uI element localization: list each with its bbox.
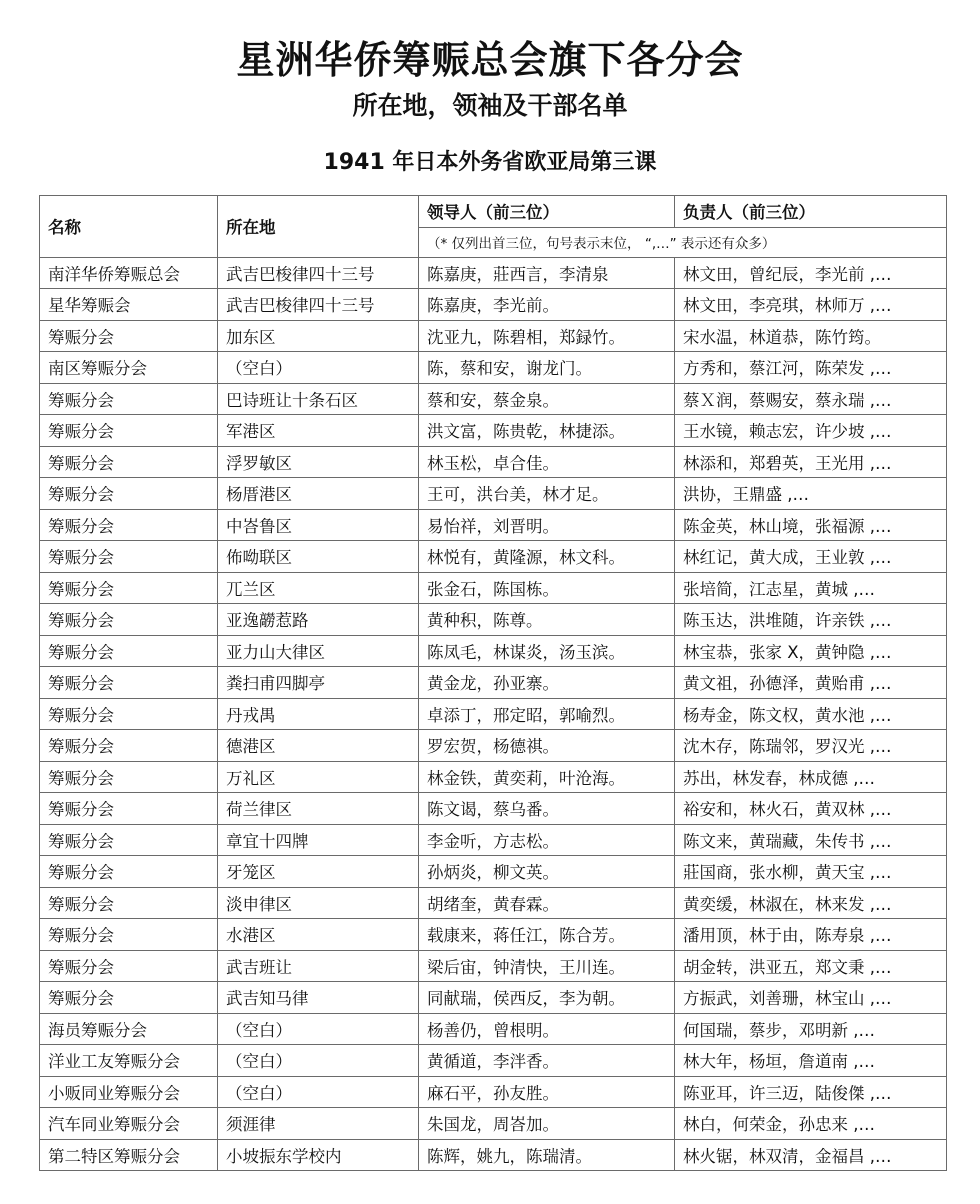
table-row	[40, 667, 947, 699]
cell-leaders: 陈凤毛，林谋炎，汤玉滨。	[419, 635, 675, 667]
table-row	[40, 887, 947, 919]
cell-officers: 陈玉达，洪堆随，许亲铁 ,…	[675, 604, 947, 636]
cell-location: 章宜十四牌	[218, 824, 419, 856]
cell-location: （空白）	[218, 352, 419, 384]
cell-location: （空白）	[218, 1076, 419, 1108]
cell-name: 筹赈分会	[40, 415, 218, 447]
cell-name: 筹赈分会	[40, 478, 218, 510]
cell-officers: 张培简，江志星，黄城 ,…	[675, 572, 947, 604]
cell-name: 筹赈分会	[40, 793, 218, 825]
cell-leaders: 李金听，方志松。	[419, 824, 675, 856]
cell-location: 佈呦联区	[218, 541, 419, 573]
table-row	[40, 320, 947, 352]
cell-officers: 胡金转，洪亚五，郑文秉 ,…	[675, 950, 947, 982]
cell-officers: 林文田，李亮琪，林师万 ,…	[675, 289, 947, 321]
table-body	[40, 257, 947, 1171]
cell-leaders: 林玉松，卓合佳。	[419, 446, 675, 478]
cell-location: 武吉知马律	[218, 982, 419, 1014]
table-row	[40, 919, 947, 951]
table-row	[40, 761, 947, 793]
cell-officers: 潘用顶，林于由，陈寿泉 ,…	[675, 919, 947, 951]
cell-leaders: 同献瑞，侯西反，李为朝。	[419, 982, 675, 1014]
cell-leaders: 黄循道，李泮香。	[419, 1045, 675, 1077]
cell-officers: 林大年，杨垣，詹道南 ,…	[675, 1045, 947, 1077]
cell-officers: 裕安和，林火石，黄双林 ,…	[675, 793, 947, 825]
cell-officers: 陈金英，林山境，张福源 ,…	[675, 509, 947, 541]
cell-name: 洋业工友筹赈分会	[40, 1045, 218, 1077]
cell-leaders: 蔡和安，蔡金泉。	[419, 383, 675, 415]
source-line: 1941 年日本外务省欧亚局第三课	[323, 150, 657, 175]
cell-officers: 林文田，曾纪辰，李光前 ,…	[675, 257, 947, 289]
cell-name: 筹赈分会	[40, 982, 218, 1014]
cell-leaders: 载康来，蒋任江，陈合芳。	[419, 919, 675, 951]
cell-leaders: 陈文谒，蔡乌番。	[419, 793, 675, 825]
branches-table	[39, 195, 947, 1171]
header-officers: 负责人（前三位）	[675, 196, 947, 228]
cell-location: 须涯律	[218, 1108, 419, 1140]
cell-leaders: 罗宏贺，杨德祺。	[419, 730, 675, 762]
cell-officers: 杨寿金，陈文权，黄水池 ,…	[675, 698, 947, 730]
cell-location: 巴诗班让十条石区	[218, 383, 419, 415]
cell-officers: 林白，何荣金，孙忠来 ,…	[675, 1108, 947, 1140]
cell-location: 浮罗敏区	[218, 446, 419, 478]
cell-leaders: 陈，蔡和安，谢龙门。	[419, 352, 675, 384]
cell-location: 加东区	[218, 320, 419, 352]
page-subtitle: 所在地，领袖及干部名单	[352, 91, 628, 120]
cell-leaders: 黄金龙，孙亚寨。	[419, 667, 675, 699]
cell-leaders: 梁后宙，钟清快，王川连。	[419, 950, 675, 982]
cell-leaders: 麻石平，孙友胜。	[419, 1076, 675, 1108]
cell-leaders: 孙炳炎，柳文英。	[419, 856, 675, 888]
cell-leaders: 王可，洪台美，林才足。	[419, 478, 675, 510]
header-name: 名称	[40, 196, 218, 258]
table-row	[40, 1045, 947, 1077]
cell-name: 筹赈分会	[40, 446, 218, 478]
cell-name: 筹赈分会	[40, 824, 218, 856]
table-row	[40, 982, 947, 1014]
cell-leaders: 黄种积，陈尊。	[419, 604, 675, 636]
table-row	[40, 541, 947, 573]
cell-location: 水港区	[218, 919, 419, 951]
cell-name: 筹赈分会	[40, 730, 218, 762]
table-row	[40, 478, 947, 510]
cell-leaders: 卓添丁，邢定昭，郭喻烈。	[419, 698, 675, 730]
cell-officers: 林火锯，林双清，金福昌 ,…	[675, 1139, 947, 1171]
cell-officers: 陈亚耳，许三迈，陆俊傑 ,…	[675, 1076, 947, 1108]
table-row	[40, 824, 947, 856]
cell-location: 小坡振东学校内	[218, 1139, 419, 1171]
cell-leaders: 陈嘉庚，莊西言，李清泉	[419, 257, 675, 289]
cell-name: 筹赈分会	[40, 635, 218, 667]
cell-location: 亚力山大律区	[218, 635, 419, 667]
cell-officers: 沈木存，陈瑞邻，罗汉光 ,…	[675, 730, 947, 762]
cell-location: 德港区	[218, 730, 419, 762]
cell-name: 筹赈分会	[40, 887, 218, 919]
header-leaders: 领导人（前三位）	[419, 196, 675, 228]
cell-leaders: 陈嘉庚，李光前。	[419, 289, 675, 321]
cell-leaders: 胡绪奎，黄春霖。	[419, 887, 675, 919]
cell-location: 杨厝港区	[218, 478, 419, 510]
cell-officers: 洪协，王鼎盛 ,…	[675, 478, 947, 510]
cell-name: 筹赈分会	[40, 698, 218, 730]
cell-officers: 宋水温，林道恭，陈竹筠。	[675, 320, 947, 352]
table-row	[40, 446, 947, 478]
cell-leaders: 洪文富，陈贵乾，林捷添。	[419, 415, 675, 447]
cell-location: 武吉巴梭律四十三号	[218, 257, 419, 289]
header-location: 所在地	[218, 196, 419, 258]
table-row	[40, 950, 947, 982]
cell-location: 军港区	[218, 415, 419, 447]
table-row	[40, 572, 947, 604]
cell-location: （空白）	[218, 1013, 419, 1045]
cell-officers: 林宝恭，张家 X，黄钟隐 ,…	[675, 635, 947, 667]
table-row	[40, 856, 947, 888]
cell-name: 第二特区筹赈分会	[40, 1139, 218, 1171]
cell-location: 兀兰区	[218, 572, 419, 604]
cell-leaders: 林悦有，黄隆源，林文科。	[419, 541, 675, 573]
table-row	[40, 698, 947, 730]
cell-officers: 林红记，黄大成，王业敦 ,…	[675, 541, 947, 573]
cell-name: 南洋华侨筹赈总会	[40, 257, 218, 289]
cell-officers: 方秀和，蔡江河，陈荣发 ,…	[675, 352, 947, 384]
cell-officers: 黄奕缓，林淑在，林来发 ,…	[675, 887, 947, 919]
cell-location: 荷兰律区	[218, 793, 419, 825]
cell-name: 筹赈分会	[40, 919, 218, 951]
cell-location: 武吉巴梭律四十三号	[218, 289, 419, 321]
table-row	[40, 604, 947, 636]
cell-name: 筹赈分会	[40, 604, 218, 636]
table-row	[40, 793, 947, 825]
cell-leaders: 杨善仍，曾根明。	[419, 1013, 675, 1045]
cell-name: 筹赈分会	[40, 667, 218, 699]
cell-officers: 蔡Ｘ润，蔡赐安，蔡永瑞 ,…	[675, 383, 947, 415]
cell-leaders: 沈亚九，陈碧相，郑録竹。	[419, 320, 675, 352]
cell-leaders: 朱国龙，周峇加。	[419, 1108, 675, 1140]
cell-name: 筹赈分会	[40, 320, 218, 352]
cell-location: 万礼区	[218, 761, 419, 793]
table-row	[40, 289, 947, 321]
cell-name: 小贩同业筹赈分会	[40, 1076, 218, 1108]
cell-officers: 莊国商，张水柳，黄天宝 ,…	[675, 856, 947, 888]
table-row	[40, 1108, 947, 1140]
cell-name: 筹赈分会	[40, 572, 218, 604]
cell-name: 筹赈分会	[40, 541, 218, 573]
cell-name: 星华筹赈会	[40, 289, 218, 321]
header-note: （* 仅列出首三位，句号表示末位， “,…” 表示还有众多）	[419, 227, 947, 257]
table-row	[40, 1076, 947, 1108]
cell-name: 筹赈分会	[40, 761, 218, 793]
cell-name: 南区筹赈分会	[40, 352, 218, 384]
table-row	[40, 635, 947, 667]
cell-location: 淡申律区	[218, 887, 419, 919]
cell-leaders: 易怡祥，刘晋明。	[419, 509, 675, 541]
table-row	[40, 1013, 947, 1045]
cell-location: 牙笼区	[218, 856, 419, 888]
cell-officers: 林添和，郑碧英，王光用 ,…	[675, 446, 947, 478]
cell-leaders: 陈辉，姚九，陈瑞清。	[419, 1139, 675, 1171]
cell-leaders: 张金石，陈国栋。	[419, 572, 675, 604]
cell-officers: 方振武，刘善珊，林宝山 ,…	[675, 982, 947, 1014]
cell-location: 中峇鲁区	[218, 509, 419, 541]
table-row	[40, 509, 947, 541]
cell-name: 筹赈分会	[40, 856, 218, 888]
cell-name: 筹赈分会	[40, 383, 218, 415]
cell-location: 亚逸髝惹路	[218, 604, 419, 636]
cell-name: 海员筹赈分会	[40, 1013, 218, 1045]
cell-leaders: 林金铁，黄奕莉，叶沧海。	[419, 761, 675, 793]
table-row	[40, 352, 947, 384]
cell-officers: 陈文来，黄瑞藏，朱传书 ,…	[675, 824, 947, 856]
cell-officers: 黄文祖，孙德泽，黄贻甫 ,…	[675, 667, 947, 699]
cell-name: 汽车同业筹赈分会	[40, 1108, 218, 1140]
table-row	[40, 257, 947, 289]
table-row	[40, 730, 947, 762]
table-row	[40, 383, 947, 415]
cell-name: 筹赈分会	[40, 950, 218, 982]
cell-officers: 何国瑞，蔡步，邓明新 ,…	[675, 1013, 947, 1045]
cell-location: 丹戎禺	[218, 698, 419, 730]
cell-officers: 苏出，林发春，林成德 ,…	[675, 761, 947, 793]
page-title: 星洲华侨筹赈总会旗下各分会	[236, 38, 744, 82]
table-row	[40, 415, 947, 447]
cell-location: 武吉班让	[218, 950, 419, 982]
cell-officers: 王水镜，赖志宏，许少坡 ,…	[675, 415, 947, 447]
cell-location: （空白）	[218, 1045, 419, 1077]
cell-name: 筹赈分会	[40, 509, 218, 541]
table-row	[40, 1139, 947, 1171]
cell-location: 粪扫甫四脚亭	[218, 667, 419, 699]
